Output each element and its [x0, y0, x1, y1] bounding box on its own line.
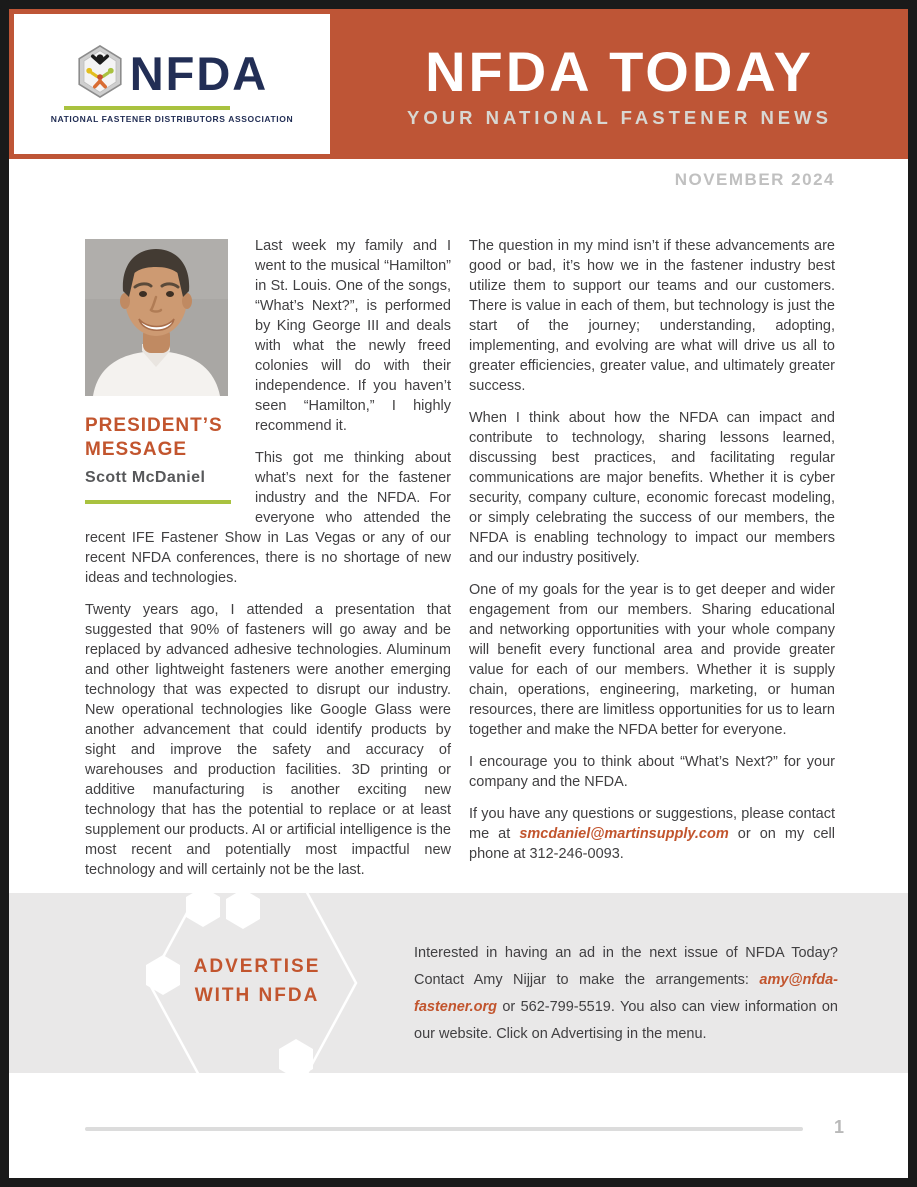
contact-text: If you have any questions or suggestions, please contact me at — [469, 806, 835, 842]
page-number: 1 — [833, 1117, 844, 1137]
president-email-link[interactable]: smcdaniel@martinsupply.com — [519, 826, 729, 842]
body-paragraph: I encourage you to think about “What’s Next?” for your company and the NFDA. — [469, 754, 835, 790]
advertise-title-line1: ADVERTISE — [193, 956, 321, 977]
advertising-email-link[interactable]: amy@nfda-fastener.org — [414, 972, 838, 1015]
author-photo — [85, 239, 231, 396]
contact-text: or on my cell phone at 312-246-0093. — [469, 826, 835, 862]
masthead — [331, 9, 908, 159]
section-title: PRESIDENT’S MESSAGE — [85, 415, 223, 460]
body-paragraph: This got me thinking about what’s next for the fastener industry and the NFDA. For everyone who attended the recent IFE Fastener Show in Las Vegas or any of our recent NFDA conferences, there is no shortage of new ideas and technologies. — [85, 450, 451, 586]
logo-tagline: NATIONAL FASTENER DISTRIBUTORS ASSOCIATION — [50, 113, 294, 124]
column-right — [469, 236, 835, 880]
column-left — [85, 236, 451, 880]
newsletter-page — [9, 9, 908, 1178]
nfda-logo — [14, 14, 330, 154]
body-paragraph: When I think about how the NFDA can impact and contribute to technology, sharing lessons learned, discussing best practices, and facilitating regular communications are major benefits. Whether it is cyber security, company culture, economic forecast modeling, or simply celebrating the success of our members, the NFDA is enabling technology to impact our members and our industry positively. — [469, 410, 835, 566]
logo-underline — [64, 106, 230, 110]
body-paragraph: The question in my mind isn’t if these advancements are good or bad, it’s how we in the fastener industry best utilize them to support our teams and our customers. There is value in each of them, but technology is just the start of the journey; understanding, adopting, implementing, and evolving are what will drive us all to greater efficiencies, greater value, and ultimately greater success. — [469, 238, 835, 394]
logo-wordmark: NFDA — [129, 47, 269, 100]
body-paragraph: Last week my family and I went to the musical “Hamilton” in St. Louis. One of the songs, “What’s Next?”, is performed by King George III and deals with what the newly freed colonies will do with their independence. If you haven’t seen “Hamilton,” I highly recommend it. — [255, 238, 451, 434]
body-paragraph: Twenty years ago, I attended a presentation that suggested that 90% of fasteners will go away and be replaced by advanced adhesive technologies. Aluminum and other lightweight fasteners were another emerging technology that was expected to disrupt our industry. New operational technologies like Google Glass were another advancement that could identify products by sight and improve the safety and accuracy of warehouses and production facilities. 3D printing or additive manufacturing is another exciting new technology that has the potential to replace or at least supplement our products. AI or artificial intelligence is the most recent and potentially most impactful new technology and will certainly not be the last. — [85, 602, 451, 878]
section-divider — [85, 500, 231, 504]
author-name: Scott McDaniel — [85, 469, 206, 486]
footer-rule — [85, 1127, 803, 1131]
advertise-text — [414, 940, 838, 1048]
advertise-title-line2: WITH NFDA — [194, 985, 320, 1006]
newsletter-title: NFDA TODAY — [425, 39, 814, 103]
advertise-text-before: Interested in having an ad in the next issue of NFDA Today? Contact Amy Nijjar to make the arrangements: — [414, 945, 838, 988]
hexagon-nut-logo-icon — [76, 45, 124, 103]
header-band — [9, 9, 908, 159]
logo-top-row — [76, 45, 269, 103]
advertise-title — [185, 952, 329, 1010]
author-block — [85, 239, 231, 504]
body-paragraph: One of my goals for the year is to get deeper and wider engagement from our members. Sharing educational and networking opportunities with your whole company will benefit every functional area and provide greater value for each of our members. Whether it is supply chain, operations, engineering, marketing, or human resources, there are limitless opportunities for us to learn together and make the NFDA better for everyone. — [469, 582, 835, 738]
newsletter-subtitle: YOUR NATIONAL FASTENER NEWS — [407, 107, 832, 129]
advertise-text-after: or 562-799-5519. You also can view information on our website. Click on Advertising in the menu. — [414, 999, 838, 1042]
issue-date: NOVEMBER 2024 — [674, 170, 835, 189]
article-body — [85, 236, 835, 880]
body-paragraph — [469, 804, 835, 864]
advertise-band — [9, 893, 908, 1073]
